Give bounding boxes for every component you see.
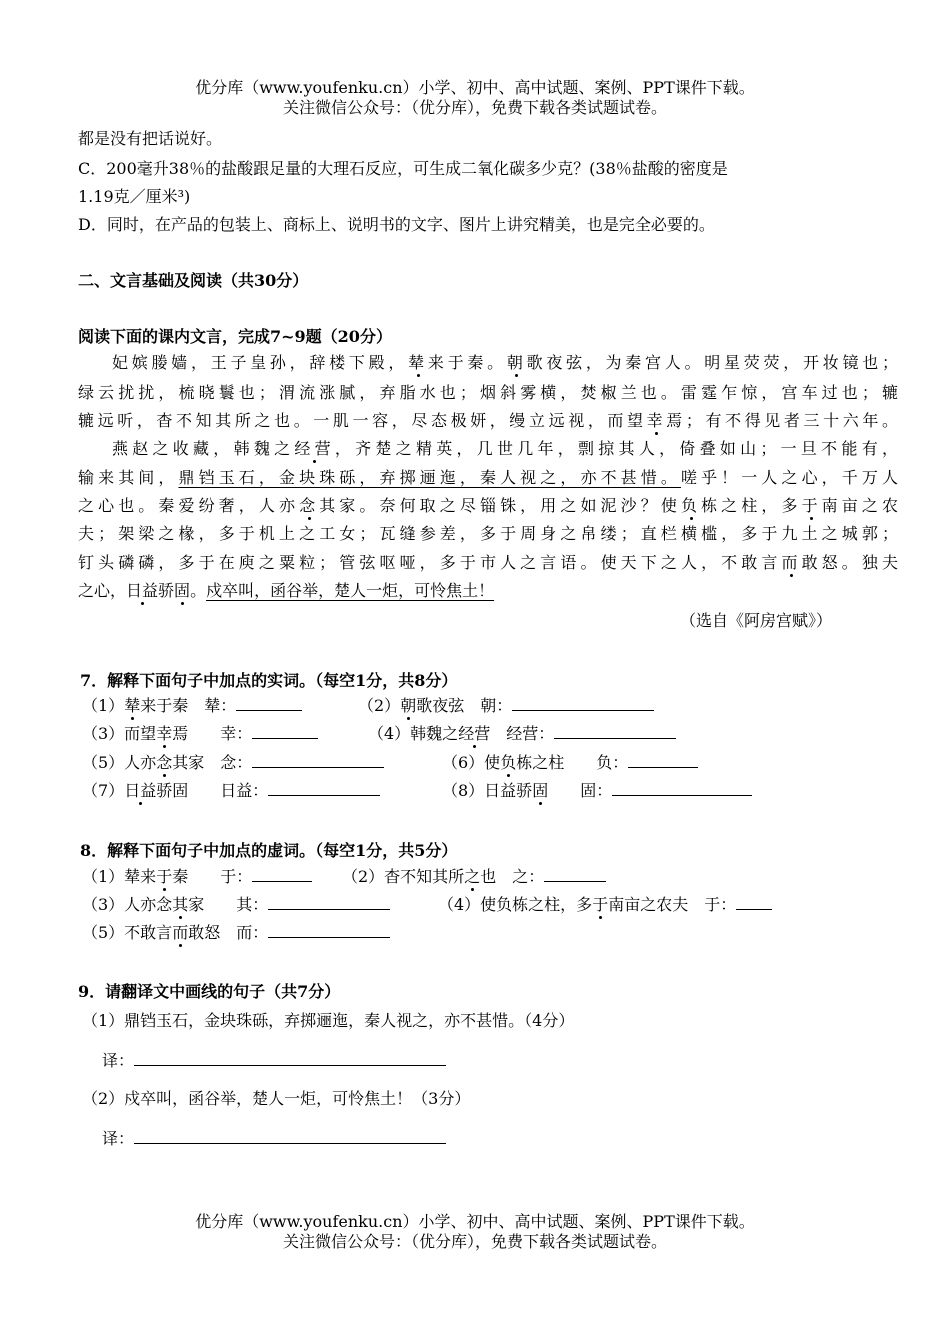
passage-line: 妃嫔媵嫱，王子皇孙，辞楼下殿，辇来于秦。朝歌夜弦，为秦宫人。明星荧荧，开妆镜也； bbox=[112, 353, 898, 372]
answer-blank[interactable] bbox=[236, 695, 302, 711]
q8-item-4: （4）使负栋之柱，多于南亩之农夫 于： bbox=[438, 894, 772, 916]
answer-blank[interactable] bbox=[252, 752, 384, 768]
footer-line-1: 优分库（www.youfenku.cn）小学、初中、高中试题、案例、PPT课件下载。 bbox=[195, 1212, 755, 1231]
underlined-sentence-2: 戍卒叫，函谷举，楚人一炬，可怜焦土！ bbox=[206, 581, 495, 600]
answer-blank[interactable] bbox=[612, 780, 752, 796]
q7-item-3: （3）而望幸焉 幸： bbox=[82, 723, 318, 745]
footer-line-2: 关注微信公众号：（优分库），免费下载各类试题试卷。 bbox=[282, 1232, 667, 1251]
q7-item-8: （8）日益骄固 固： bbox=[442, 780, 752, 802]
reading-intro: 阅读下面的课内文言，完成7~9题（20分） bbox=[78, 327, 392, 346]
dotted-word: 于 bbox=[801, 496, 822, 515]
passage-source: （选自《阿房宫赋》） bbox=[680, 611, 833, 630]
passage-line: 绿云扰扰，梳晓鬟也；渭流涨腻，弃脂水也；烟斜雾横，焚椒兰也。雷霆乍惊，宫车过也；辘 bbox=[78, 383, 898, 402]
q7-item-7: （7）日益骄固 日益： bbox=[82, 780, 380, 802]
passage-line: 钉头磷磷，多于在庾之粟粒；管弦呕哑，多于市人之言语。使天下之人，不敢言而敢怒。独夫 bbox=[78, 553, 898, 572]
dotted-word: 辇 bbox=[408, 353, 428, 372]
answer-blank[interactable] bbox=[252, 723, 318, 739]
passage-line: 之心也。秦爱纷奢，人亦念其家。奈何取之尽锱铢，用之如泥沙？使负栋之柱，多于南亩之农 bbox=[78, 496, 898, 515]
answer-blank[interactable] bbox=[628, 752, 698, 768]
q7-item-6: （6）使负栋之柱 负： bbox=[442, 752, 698, 774]
dotted-word: 幸 bbox=[646, 411, 667, 430]
translation-blank[interactable] bbox=[134, 1050, 446, 1066]
q9-translation-1: 译： bbox=[102, 1050, 446, 1072]
q8-item-3: （3）人亦念其家 其： bbox=[82, 894, 390, 916]
q8-item-5: （5）不敢言而敢怒 而： bbox=[82, 922, 390, 944]
q8-item-1: （1）辇来于秦 于： bbox=[82, 866, 312, 888]
dotted-word: 而 bbox=[781, 553, 802, 572]
passage-line: 燕赵之收藏，韩魏之经营，齐楚之精英，几世几年，剽掠其人，倚叠如山；一旦不能有， bbox=[112, 439, 898, 458]
answer-blank[interactable] bbox=[252, 866, 312, 882]
answer-blank[interactable] bbox=[544, 866, 606, 882]
q7-item-4: （4）韩魏之经营 经营： bbox=[368, 723, 676, 745]
q8-title: 8．解释下面句子中加点的虚词。（每空1分，共5分） bbox=[80, 841, 458, 860]
question-fragment: 都是没有把话说好。 bbox=[78, 129, 223, 148]
dotted-word: 负 bbox=[680, 496, 702, 515]
answer-blank[interactable] bbox=[736, 894, 772, 910]
q9-sentence-1: （1）鼎铛玉石，金块珠砾，弃掷逦迤，秦人视之，亦不甚惜。（4分） bbox=[82, 1011, 575, 1030]
translation-blank[interactable] bbox=[134, 1128, 446, 1144]
dotted-word: 经营 bbox=[294, 439, 335, 458]
passage-line: 辘远听，杳不知其所之也。一肌一容，尽态极妍，缦立远视，而望幸焉；有不得见者三十六年。 bbox=[78, 411, 898, 430]
question-c-line-2: 1.19克／厘米³) bbox=[78, 187, 191, 206]
answer-blank[interactable] bbox=[268, 922, 390, 938]
passage-line: 之心，日益骄固。戍卒叫，函谷举，楚人一炬，可怜焦土！ bbox=[78, 581, 495, 600]
passage-line: 输来其间，鼎铛玉石，金块珠砾，弃掷逦迤，秦人视之，亦不甚惜。嗟乎！一人之心，千万人 bbox=[78, 468, 898, 487]
header-line-2: 关注微信公众号：（优分库），免费下载各类试题试卷。 bbox=[282, 98, 667, 117]
dotted-word: 固 bbox=[174, 581, 191, 600]
q7-title: 7．解释下面句子中加点的实词。（每空1分，共8分） bbox=[80, 671, 458, 690]
q7-item-1: （1）辇来于秦 辇： bbox=[82, 695, 302, 717]
q9-sentence-2: （2）戍卒叫，函谷举，楚人一炬，可怜焦土！（3分） bbox=[82, 1089, 471, 1108]
answer-blank[interactable] bbox=[512, 695, 654, 711]
answer-blank[interactable] bbox=[268, 780, 380, 796]
q9-title: 9．请翻译文中画线的句子（共7分） bbox=[78, 982, 341, 1001]
dotted-word: 朝 bbox=[506, 353, 527, 372]
section-title: 二、文言基础及阅读（共30分） bbox=[78, 271, 309, 290]
answer-blank[interactable] bbox=[554, 723, 676, 739]
dotted-word: 念 bbox=[299, 496, 320, 515]
question-c-line-1: C．200毫升38％的盐酸跟足量的大理石反应，可生成二氧化碳多少克？(38％盐酸的密度是 bbox=[78, 159, 728, 178]
passage-line: 夫；架梁之椽，多于机上之工女；瓦缝参差，多于周身之帛缕；直栏横槛，多于九土之城郭； bbox=[78, 524, 898, 543]
dotted-word: 日益 bbox=[126, 581, 159, 600]
q7-item-2: （2）朝歌夜弦 朝： bbox=[358, 695, 654, 717]
q7-item-5: （5）人亦念其家 念： bbox=[82, 752, 384, 774]
q8-item-2: （2）杳不知其所之也 之： bbox=[342, 866, 606, 888]
q9-translation-2: 译： bbox=[102, 1128, 446, 1150]
underlined-sentence-1: 鼎铛玉石，金块珠砾，弃掷逦迤，秦人视之，亦不甚惜。 bbox=[178, 468, 681, 487]
header-line-1: 优分库（www.youfenku.cn）小学、初中、高中试题、案例、PPT课件下载。 bbox=[195, 78, 755, 97]
question-d: D．同时，在产品的包装上、商标上、说明书的文字、图片上讲究精美，也是完全必要的。 bbox=[78, 215, 715, 234]
answer-blank[interactable] bbox=[268, 894, 390, 910]
